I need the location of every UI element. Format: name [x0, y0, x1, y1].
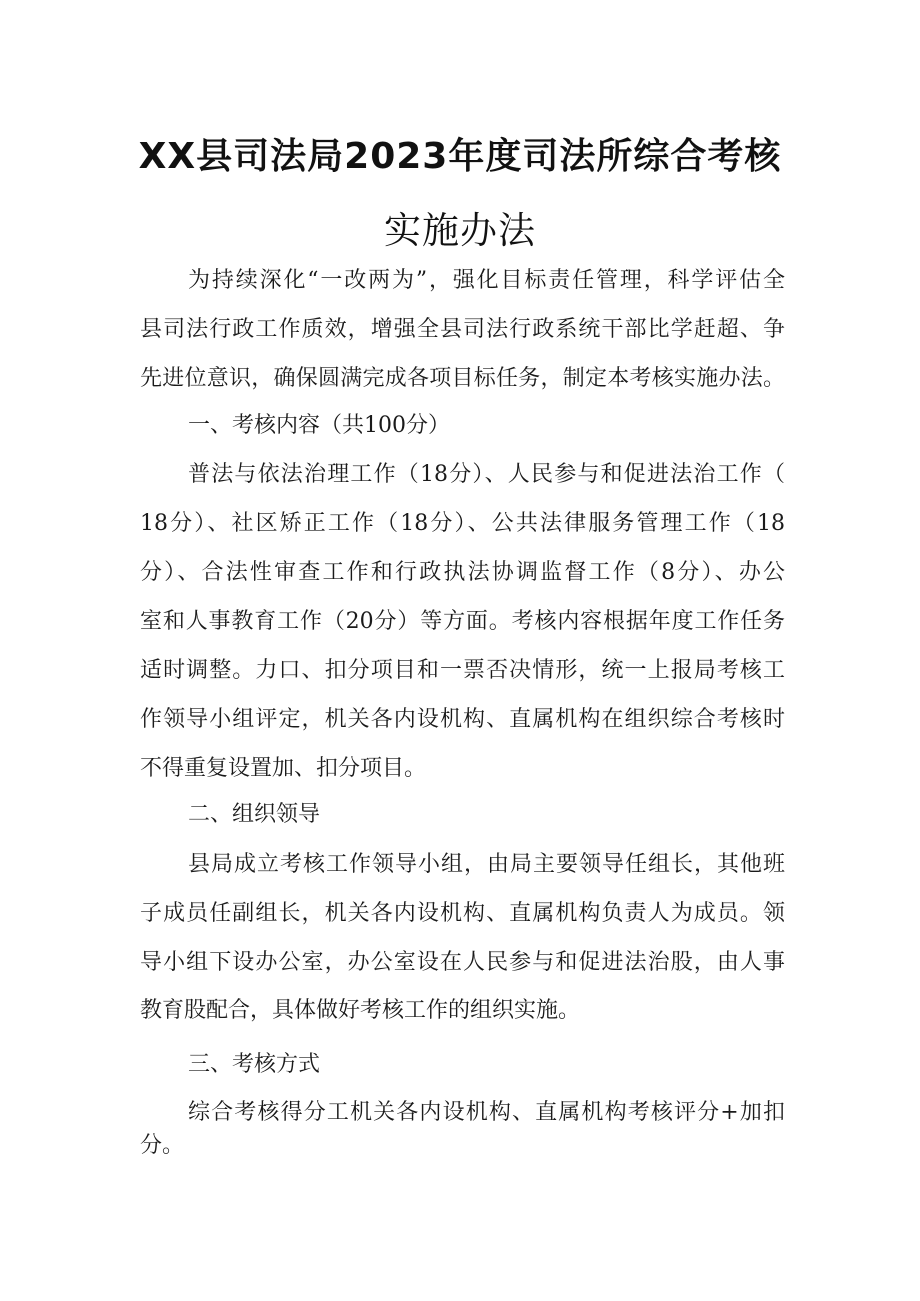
paragraph-line: 导小组下设办公室，办公室设在人民参与和促进法治股，由人事 — [140, 950, 785, 975]
paragraph-line: 适时调整。力口、扣分项目和一票否决情形，统一上报局考核工 — [140, 658, 785, 683]
paragraph-line: 18分）、社区矫正工作（18分）、公共法律服务管理工作（18 — [140, 511, 785, 536]
document-title-line-1: XX县司法局2023年度司法所综合考核 — [138, 136, 782, 177]
paragraph-line: 县司法行政工作质效，增强全县司法行政系统干部比学赶超、争 — [140, 317, 785, 342]
section-heading-organization: 二、组织领导 — [188, 802, 321, 827]
section-heading-assessment-method: 三、考核方式 — [188, 1052, 321, 1077]
paragraph-line: 分。 — [140, 1133, 185, 1158]
paragraph-line: 为持续深化“一改两为”，强化目标责任管理，科学评估全 — [188, 268, 785, 293]
paragraph-line: 子成员任副组长，机关各内设机构、直属机构负责人为成员。领 — [140, 901, 785, 926]
paragraph-line: 分）、合法性审查工作和行政执法协调监督工作（8分）、办公 — [140, 560, 785, 585]
section-heading-assessment-content: 一、考核内容（共100分） — [188, 413, 450, 438]
paragraph-line: 普法与依法治理工作（18分）、人民参与和促进法治工作（ — [188, 462, 785, 487]
paragraph-line: 作领导小组评定，机关各内设机构、直属机构在组织综合考核时 — [140, 707, 785, 732]
paragraph-line: 综合考核得分工机关各内设机构、直属机构考核评分+加扣 — [188, 1100, 785, 1125]
paragraph-line: 先进位意识，确保圆满完成各项目标任务，制定本考核实施办法。 — [140, 366, 785, 391]
paragraph-line: 室和人事教育工作（20分）等方面。考核内容根据年度工作任务 — [140, 609, 785, 634]
paragraph-line: 县局成立考核工作领导小组，由局主要领导任组长，其他班 — [188, 852, 785, 877]
paragraph-line: 教育股配合，具体做好考核工作的组织实施。 — [140, 998, 581, 1023]
paragraph-line: 不得重复设置加、扣分项目。 — [140, 756, 427, 781]
document-title-line-2: 实施办法 — [384, 209, 536, 252]
